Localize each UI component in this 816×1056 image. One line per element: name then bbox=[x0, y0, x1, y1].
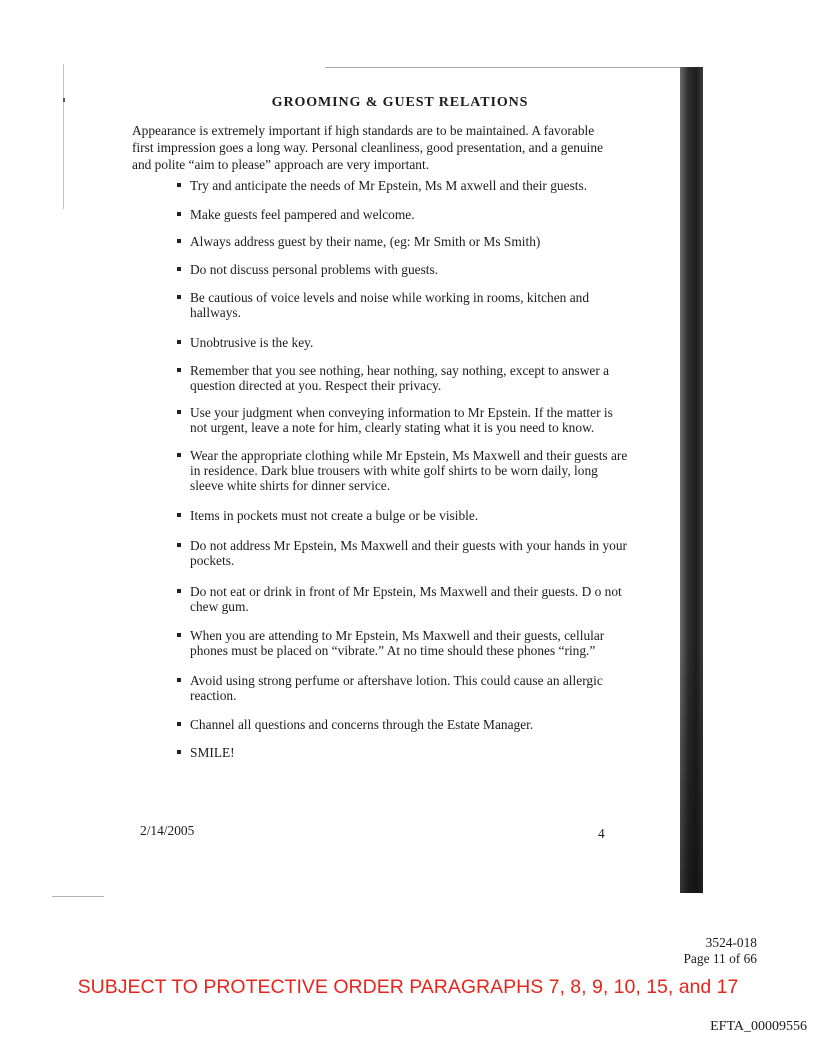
bullet-text: Unobtrusive is the key. bbox=[190, 335, 314, 350]
bullet-text: pockets. bbox=[190, 553, 235, 568]
scan-top-edge bbox=[325, 67, 681, 68]
bullet-item bbox=[177, 448, 627, 493]
bullet-item bbox=[177, 673, 603, 703]
bullet-item bbox=[177, 234, 540, 249]
bullet-text: not urgent, leave a note for him, clearly stating what it is you need to know. bbox=[190, 420, 595, 435]
bullet-text: reaction. bbox=[190, 688, 237, 703]
bullet-marker bbox=[177, 678, 181, 682]
scan-left-edge bbox=[63, 64, 64, 209]
protective-order-notice: SUBJECT TO PROTECTIVE ORDER PARAGRAPHS 7, 8, 9, 10, 15, and 17 bbox=[77, 976, 739, 998]
intro-line: Appearance is extremely important if high standards are to be maintained. A favorable bbox=[132, 123, 595, 138]
bates-number: EFTA_00009556 bbox=[710, 1019, 807, 1034]
bullet-text: Use your judgment when conveying information to Mr Epstein. If the matter is bbox=[190, 405, 613, 420]
bullet-text: question directed at you. Respect their privacy. bbox=[190, 378, 442, 393]
bullet-item bbox=[177, 717, 533, 732]
bullet-text: Remember that you see nothing, hear nothing, say nothing, except to answer a bbox=[190, 363, 610, 378]
bullet-marker bbox=[177, 340, 181, 344]
bullet-marker bbox=[177, 212, 181, 216]
bullet-marker bbox=[177, 589, 181, 593]
bullet-item bbox=[177, 178, 587, 193]
bullet-item bbox=[177, 628, 604, 658]
bullet-item bbox=[177, 584, 622, 614]
bullet-marker bbox=[177, 368, 181, 372]
footer-date: 2/14/2005 bbox=[140, 823, 195, 838]
bullet-text: When you are attending to Mr Epstein, Ms Maxwell and their guests, cellular bbox=[190, 628, 605, 643]
bullet-item bbox=[177, 745, 235, 760]
bullet-text: Do not address Mr Epstein, Ms Maxwell and their guests with your hands in your bbox=[190, 538, 628, 553]
bullet-text: phones must be placed on “vibrate.” At no time should these phones “ring.” bbox=[190, 643, 596, 658]
bullet-item bbox=[177, 290, 589, 320]
scan-left-mark bbox=[63, 98, 65, 102]
footer-page-number: 4 bbox=[598, 826, 605, 841]
bullet-text: in residence. Dark blue trousers with white golf shirts to be worn daily, long bbox=[190, 463, 598, 478]
bullet-text: chew gum. bbox=[190, 599, 249, 614]
bullet-item bbox=[177, 363, 609, 393]
bullet-marker bbox=[177, 183, 181, 187]
page-title: GROOMING & GUEST RELATIONS bbox=[271, 95, 529, 110]
bullet-marker bbox=[177, 295, 181, 299]
bullet-text: Make guests feel pampered and welcome. bbox=[190, 207, 415, 222]
bullet-item bbox=[177, 508, 478, 523]
intro-line: first impression goes a long way. Personal cleanliness, good presentation, and a genuine bbox=[132, 140, 604, 155]
bullet-marker bbox=[177, 239, 181, 243]
intro-line: and polite “aim to please” approach are very important. bbox=[132, 157, 430, 172]
bullet-text: Try and anticipate the needs of Mr Epstein, Ms M axwell and their guests. bbox=[190, 178, 588, 193]
bullet-item bbox=[177, 538, 627, 568]
bullet-text: Channel all questions and concerns through the Estate Manager. bbox=[190, 717, 534, 732]
bullet-marker bbox=[177, 513, 181, 517]
scan-bottom-edge bbox=[52, 896, 104, 897]
bullet-text: sleeve white shirts for dinner service. bbox=[190, 478, 391, 493]
bullet-text: Do not discuss personal problems with guests. bbox=[190, 262, 439, 277]
stamp-page: Page 11 of 66 bbox=[683, 951, 757, 966]
bullet-item bbox=[177, 262, 438, 277]
bullet-item bbox=[177, 405, 613, 435]
bullet-marker bbox=[177, 410, 181, 414]
bullet-marker bbox=[177, 267, 181, 271]
bullet-marker bbox=[177, 750, 181, 754]
bullet-marker bbox=[177, 453, 181, 457]
bullet-item bbox=[177, 207, 415, 222]
bullet-text: Avoid using strong perfume or aftershave lotion. This could cause an allergic bbox=[190, 673, 603, 688]
bullet-text: Always address guest by their name, (eg: Mr Smith or Ms Smith) bbox=[190, 234, 541, 249]
bullet-text: Be cautious of voice levels and noise while working in rooms, kitchen and bbox=[190, 290, 590, 305]
bullet-text: Do not eat or drink in front of Mr Epstein, Ms Maxwell and their guests. D o not bbox=[190, 584, 622, 599]
scan-right-shadow-bar bbox=[680, 67, 703, 893]
bullet-marker bbox=[177, 633, 181, 637]
stamp-doc-id: 3524-018 bbox=[705, 935, 757, 950]
bullet-text: hallways. bbox=[190, 305, 241, 320]
bullet-text: Items in pockets must not create a bulge or be visible. bbox=[190, 508, 479, 523]
bullet-item bbox=[177, 335, 313, 350]
bullet-text: SMILE! bbox=[190, 745, 235, 760]
bullet-text: Wear the appropriate clothing while Mr Epstein, Ms Maxwell and their guests are bbox=[190, 448, 628, 463]
bullet-marker bbox=[177, 543, 181, 547]
bullet-marker bbox=[177, 722, 181, 726]
